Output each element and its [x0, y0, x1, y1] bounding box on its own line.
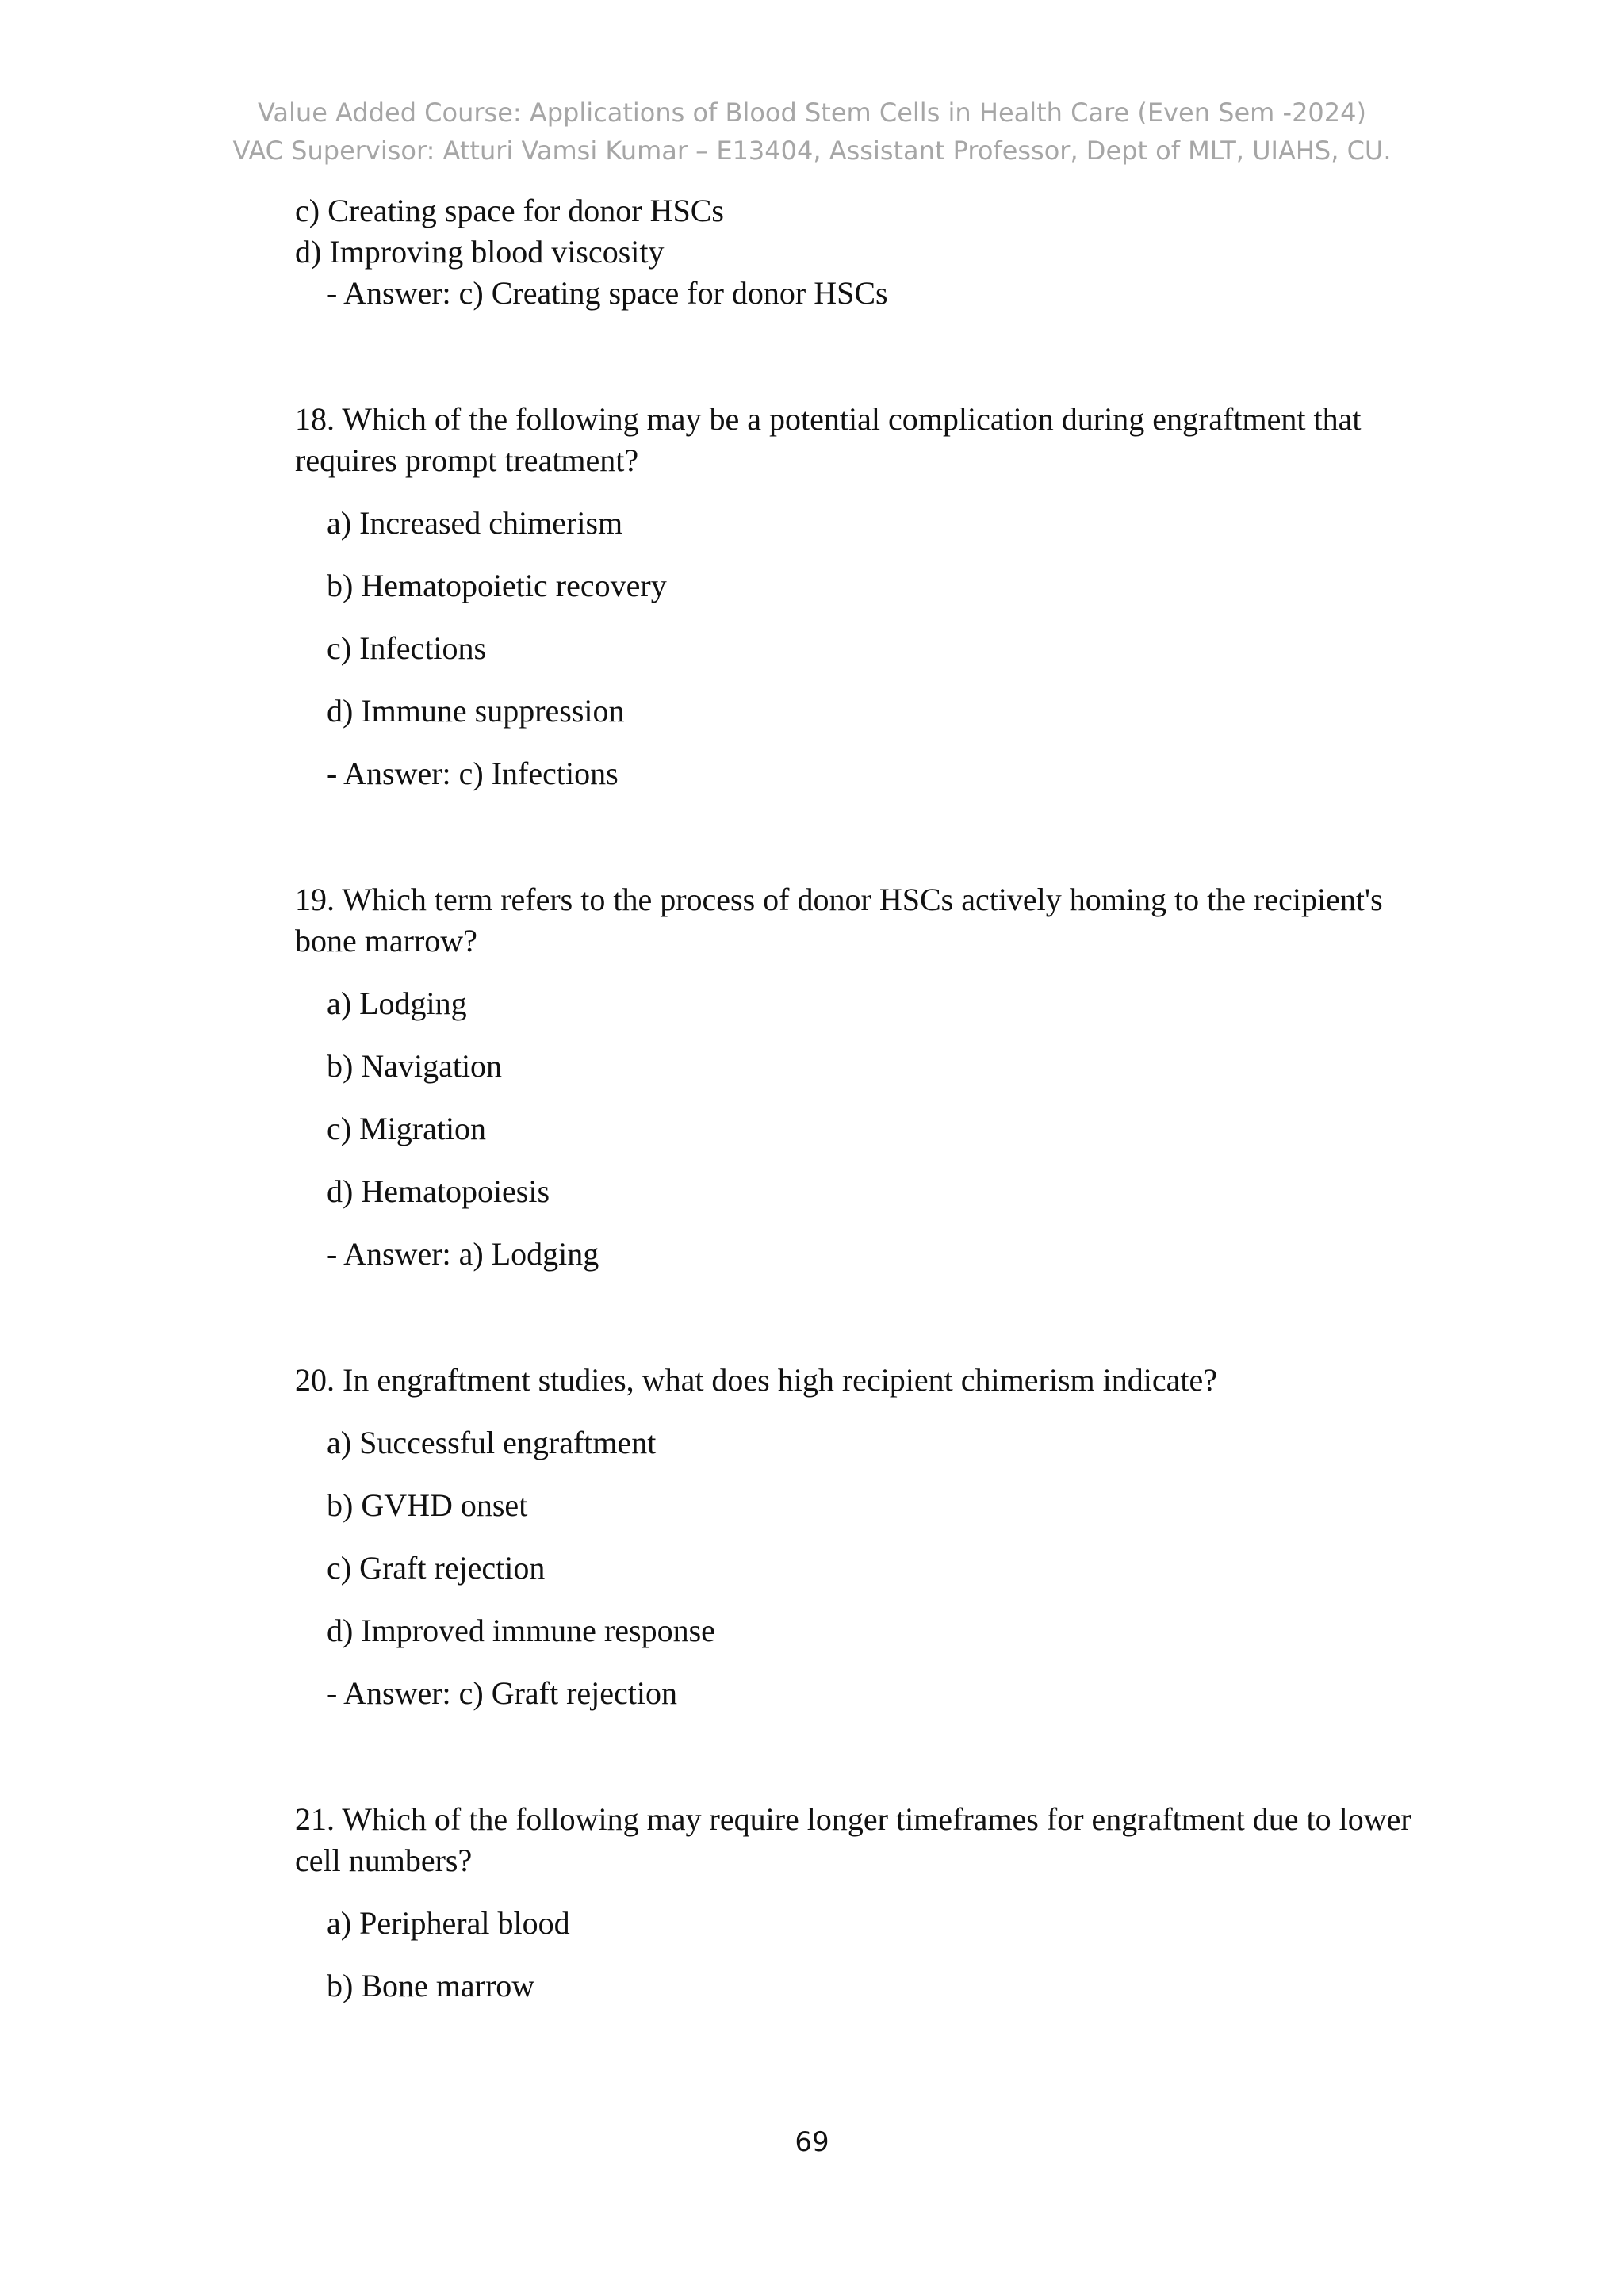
option-item: b) GVHD onset — [327, 1487, 528, 1523]
question-text: 19. Which term refers to the process of donor HSCs actively homing to the recipient's bone marrow? — [295, 882, 1383, 959]
question-20 — [295, 1360, 1421, 1714]
continued-question — [295, 190, 1421, 314]
option-item: d) Improved immune response — [327, 1613, 715, 1648]
option-item: a) Peripheral blood — [327, 1905, 570, 1941]
option-item: a) Successful engraftment — [327, 1425, 657, 1460]
header-course-line: Value Added Course: Applications of Blood Stem Cells in Health Care (Even Sem -2024) — [258, 98, 1366, 128]
option-item: c) Graft rejection — [327, 1550, 546, 1586]
option-item: c) Infections — [327, 630, 487, 666]
question-19 — [295, 879, 1421, 1275]
option-item: b) Navigation — [327, 1048, 503, 1084]
answer-line: - Answer: c) Creating space for donor HSCs — [327, 275, 888, 311]
answer-line: - Answer: a) Lodging — [327, 1236, 599, 1272]
option-item: c) Creating space for donor HSCs — [295, 193, 724, 228]
question-text: 18. Which of the following may be a potential complication during engraftment that requires prompt treatment? — [295, 401, 1362, 478]
option-item: d) Hematopoiesis — [327, 1173, 550, 1209]
page-number: 69 — [795, 2126, 829, 2158]
answer-line: - Answer: c) Graft rejection — [327, 1675, 678, 1711]
option-item: a) Lodging — [327, 985, 467, 1021]
option-item: d) Improving blood viscosity — [295, 234, 665, 270]
question-text: 21. Which of the following may require longer timeframes for engraftment due to lower cell numbers? — [295, 1801, 1411, 1878]
question-text: 20. In engraftment studies, what does high recipient chimerism indicate? — [295, 1362, 1217, 1398]
option-item: c) Migration — [327, 1111, 487, 1146]
option-item: a) Increased chimerism — [327, 505, 623, 541]
header-supervisor-line: VAC Supervisor: Atturi Vamsi Kumar – E13404, Assistant Professor, Dept of MLT, UIAHS, CU. — [232, 136, 1392, 166]
answer-line: - Answer: c) Infections — [327, 756, 619, 791]
page-content — [295, 190, 1421, 2028]
option-item: d) Immune suppression — [327, 693, 625, 729]
option-item: b) Bone marrow — [327, 1968, 535, 2003]
question-18 — [295, 399, 1421, 794]
page-header — [0, 94, 1624, 170]
question-21 — [295, 1799, 1421, 2007]
option-item: b) Hematopoietic recovery — [327, 568, 667, 603]
